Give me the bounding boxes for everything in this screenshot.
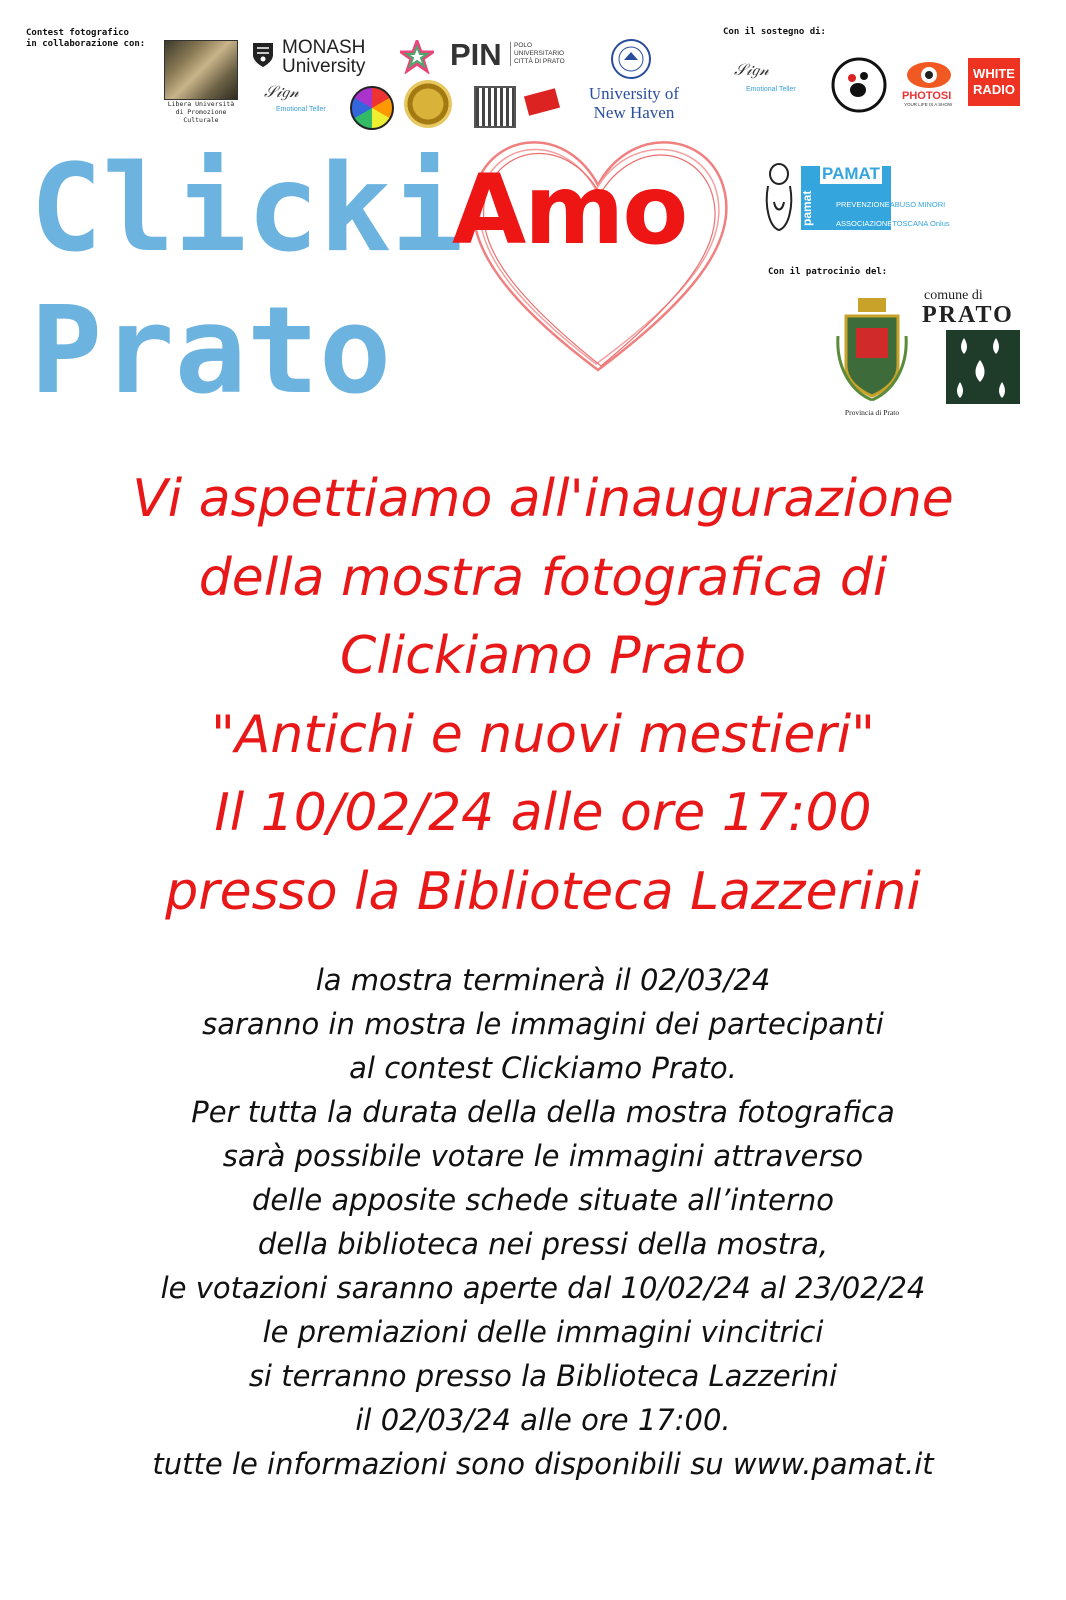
pin-subtitle: POLO UNIVERSITARIO CITTÀ DI PRATO	[510, 42, 565, 66]
pin-logo-text: PIN	[450, 37, 502, 72]
details-line-1: la mostra terminerà il 02/03/24	[315, 963, 771, 997]
announcement-line-4: "Antichi e nuovi mestieri"	[210, 704, 876, 765]
details-line-7: della biblioteca nei pressi della mostra,	[257, 1227, 829, 1261]
details-block	[60, 958, 1026, 1486]
pamat-line-1a: PREVENZIONE	[836, 200, 890, 209]
monash-shield-icon	[251, 41, 275, 69]
ticket-logo	[524, 88, 560, 116]
details-line-2: saranno in mostra le immagini dei partecipanti	[202, 1007, 884, 1041]
announcement-line-6: presso la Biblioteca Lazzerini	[165, 861, 921, 922]
paw-circle-icon	[830, 56, 888, 114]
pamat-line-1b: ABUSO MINORI	[889, 200, 946, 209]
pamat-line-2a: ASSOCIAZIONE	[836, 219, 893, 228]
fresco-caption: Libera Università di Promozione Culturale	[167, 100, 235, 124]
announcement-line-2: della mostra fotografica di	[198, 547, 888, 608]
emotional-teller-caption-2: Emotional Teller	[746, 86, 796, 93]
pamat-line-2b: TOSCANA Onlus	[892, 219, 950, 228]
details-line-12: tutte le informazioni sono disponibili su www.pamat.it	[152, 1447, 934, 1481]
provincia-caption: Provincia di Prato	[844, 408, 900, 417]
fresco-logo	[164, 40, 238, 100]
details-line-8: le votazioni saranno aperte dal 10/02/24 al 23/02/24	[160, 1271, 926, 1305]
details-line-11: il 02/03/24 alle ore 17:00.	[355, 1403, 731, 1437]
title-prato: Prato	[30, 282, 392, 421]
announcement-block	[60, 460, 1026, 931]
details-line-6: delle apposite schede situate all’interno	[251, 1183, 834, 1217]
details-line-10: si terranno presso la Biblioteca Lazzerini	[248, 1359, 838, 1393]
support-label: Con il sostegno di:	[723, 27, 826, 37]
details-line-3: al contest Clickiamo Prato.	[349, 1051, 737, 1085]
photosi-text: PHOTOSI	[902, 90, 952, 102]
pamat-side-text: pamat	[800, 190, 814, 226]
unh-seal-icon	[610, 38, 652, 80]
comune-di-text: comune di	[924, 288, 983, 303]
unh-logo-text: University of New Haven	[588, 84, 680, 122]
title-amo: Amo	[452, 154, 687, 266]
eye-icon	[905, 60, 953, 90]
patronage-label: Con il patrocinio del:	[768, 267, 888, 277]
details-line-9: le premiazioni delle immagini vincitrici	[262, 1315, 824, 1349]
announcement-line-3: Clickiamo Prato	[339, 626, 747, 686]
photosi-subtitle: YOUR LIFE IS A SHOW	[904, 102, 953, 107]
pamat-title: PAMAT	[822, 164, 880, 183]
monash-logo-text: MONASH University	[282, 37, 366, 77]
pin-star-icon	[400, 40, 434, 74]
emotional-teller-caption-1: Emotional Teller	[276, 106, 326, 113]
provincia-crest-icon	[836, 296, 908, 406]
fleur-de-lis-shield-icon	[946, 330, 1020, 404]
collab-label: Contest fotografico in collaborazione con:	[26, 28, 146, 49]
details-line-4: Per tutta la durata della della mostra fotografica	[191, 1095, 895, 1129]
signature-logo-1: 𝒮𝒾𝑔𝓃	[264, 84, 299, 101]
announcement-line-1: Vi aspettiamo all'inaugurazione	[132, 469, 954, 529]
signature-logo-2: 𝒮𝒾𝑔𝓃	[734, 62, 769, 79]
details-line-5: sarà possibile votare le immagini attraverso	[222, 1139, 864, 1173]
color-wheel-logo	[350, 86, 394, 130]
comune-prato-text: PRATO	[922, 302, 1014, 328]
title-clicki: Clicki	[30, 140, 464, 279]
announcement-line-5: Il 10/02/24 alle ore 17:00	[214, 783, 872, 843]
white-radio-logo: WHITE RADIO	[968, 58, 1020, 106]
pamat-figure-icon	[762, 162, 796, 232]
